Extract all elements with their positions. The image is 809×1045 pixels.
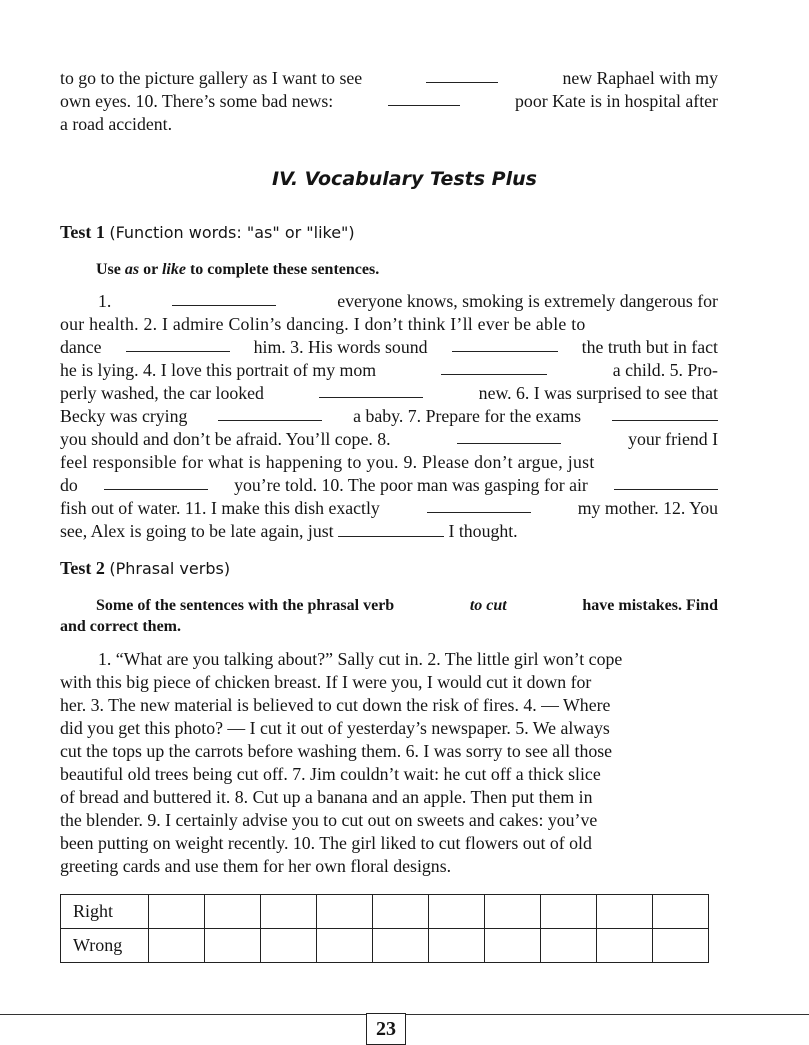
text-run: and correct them. — [60, 618, 181, 635]
answer-blank[interactable] — [614, 474, 718, 490]
keyword-like: like — [161, 261, 186, 278]
text-run: or — [143, 261, 158, 278]
score-cell[interactable] — [653, 895, 709, 929]
test1-line-3 — [60, 336, 718, 359]
score-cell[interactable] — [317, 895, 373, 929]
score-cell[interactable] — [149, 895, 205, 929]
text-run: feel responsible for what is happening to you. 9. Please don’t argue, just — [60, 452, 595, 472]
wrong-label: Wrong — [61, 929, 149, 963]
text-run: did you get this photo? — I cut it out of yesterday’s newspaper. 5. We always — [60, 718, 610, 738]
test1-line-8 — [60, 451, 718, 474]
answer-blank[interactable] — [427, 497, 531, 513]
test1-line-7 — [60, 428, 718, 451]
text-run: everyone knows, smoking is extremely dangerous for — [337, 291, 718, 311]
score-cell[interactable] — [205, 895, 261, 929]
text-run: have mistakes. Find — [582, 597, 718, 614]
text-run: you’re told. 10. The poor man was gasping for air — [234, 475, 588, 495]
text-run: the blender. 9. I certainly advise you to cut out on sweets and cakes: you’ve — [60, 810, 598, 830]
test2-subtitle: (Phrasal verbs) — [109, 559, 231, 578]
test1-line-1 — [60, 290, 718, 313]
score-cell[interactable] — [485, 929, 541, 963]
text-run: fish out of water. 11. I make this dish exactly — [60, 498, 380, 518]
score-cell[interactable] — [205, 929, 261, 963]
score-cell[interactable] — [485, 895, 541, 929]
test2-line-4 — [60, 717, 718, 740]
test2-line-2 — [60, 671, 718, 694]
answer-blank[interactable] — [441, 359, 547, 375]
text-run: your friend I — [628, 429, 718, 449]
test2-title — [60, 556, 230, 581]
text-run: poor Kate is in hospital after — [515, 91, 718, 111]
test1-title — [60, 220, 355, 245]
answer-blank[interactable] — [319, 382, 423, 398]
score-cell[interactable] — [261, 895, 317, 929]
score-cell[interactable] — [541, 929, 597, 963]
text-run: her. 3. The new material is believed to cut down the risk of fires. 4. — Where — [60, 695, 611, 715]
test2-line-1 — [60, 648, 718, 671]
answer-blank[interactable] — [172, 290, 276, 306]
score-cell[interactable] — [541, 895, 597, 929]
text-run: a child. 5. Pro- — [612, 360, 718, 380]
test2-line-3 — [60, 694, 718, 717]
answer-blank[interactable] — [426, 67, 498, 83]
score-cell[interactable] — [429, 895, 485, 929]
text-run: new. 6. I was surprised to see that — [478, 383, 718, 403]
text-run: Becky was crying — [60, 406, 188, 426]
intro-line-3: a road accident. — [60, 114, 173, 134]
score-cell[interactable] — [597, 929, 653, 963]
answer-blank[interactable] — [338, 521, 444, 537]
test1-label: Test 1 — [60, 222, 105, 242]
page-number: 23 — [366, 1013, 406, 1045]
text-run: you should and don’t be afraid. You’ll cope. 8. — [60, 429, 391, 449]
test1-line-9 — [60, 474, 718, 497]
score-cell[interactable] — [149, 929, 205, 963]
test1-line-6 — [60, 405, 718, 428]
score-row-right — [61, 895, 709, 929]
score-cell[interactable] — [373, 929, 429, 963]
text-run: to complete these sentences. — [189, 261, 380, 278]
score-row-wrong — [61, 929, 709, 963]
test2-line-5 — [60, 740, 718, 763]
score-table — [60, 894, 709, 963]
test2-line-6 — [60, 763, 718, 786]
test2-instruction — [60, 595, 718, 637]
text-run: been putting on weight recently. 10. The girl liked to cut flowers out of old — [60, 833, 592, 853]
score-cell[interactable] — [317, 929, 373, 963]
text-run: new Raphael with my — [562, 68, 718, 88]
test1-subtitle: (Function words: "as" or "like") — [109, 223, 355, 242]
score-cell[interactable] — [429, 929, 485, 963]
text-run: to go to the picture gallery as I want to see — [60, 68, 363, 88]
text-run: Some of the sentences with the phrasal verb — [96, 597, 395, 614]
text-run: dance — [60, 337, 102, 357]
test1-line-2 — [60, 313, 718, 336]
text-run: the truth but in fact — [581, 337, 718, 357]
score-cell[interactable] — [373, 895, 429, 929]
answer-blank[interactable] — [457, 428, 561, 444]
answer-blank[interactable] — [452, 336, 558, 352]
answer-blank[interactable] — [612, 405, 718, 421]
item-number: 1. — [98, 291, 112, 311]
test1-line-11 — [60, 520, 518, 543]
text-run: my mother. 12. You — [577, 498, 718, 518]
answer-blank[interactable] — [218, 405, 322, 421]
answer-blank[interactable] — [104, 474, 208, 490]
text-run: our health. 2. I admire Colin’s dancing. I don’t think I’ll ever be able to — [60, 314, 586, 334]
text-run: see, Alex is going to be late again, just — [60, 521, 334, 541]
text-run: him. 3. His words sound — [253, 337, 428, 357]
answer-blank[interactable] — [388, 90, 460, 106]
text-run: do — [60, 475, 78, 495]
intro-line-2 — [60, 90, 718, 113]
test1-line-10 — [60, 497, 718, 520]
right-label: Right — [61, 895, 149, 929]
text-run: with this big piece of chicken breast. If I were you, I would cut it down for — [60, 672, 592, 692]
text-run: Use — [96, 261, 121, 278]
keyword-to-cut: to cut — [469, 597, 507, 614]
answer-blank[interactable] — [126, 336, 230, 352]
test1-line-4 — [60, 359, 718, 382]
text-run: own eyes. 10. There’s some bad news: — [60, 91, 334, 111]
text-run: beautiful old trees being cut off. 7. Jim couldn’t wait: he cut off a thick slice — [60, 764, 601, 784]
text-run: cut the tops up the carrots before washing them. 6. I was sorry to see all those — [60, 741, 613, 761]
text-run: perly washed, the car looked — [60, 383, 264, 403]
score-cell[interactable] — [261, 929, 317, 963]
score-cell[interactable] — [597, 895, 653, 929]
test2-line-8 — [60, 809, 718, 832]
keyword-as: as — [124, 261, 140, 278]
text-run: a baby. 7. Prepare for the exams — [353, 406, 582, 426]
text-run: of bread and buttered it. 8. Cut up a banana and an apple. Then put them in — [60, 787, 593, 807]
text-run: I thought. — [448, 521, 518, 541]
score-cell[interactable] — [653, 929, 709, 963]
test2-line-10: greeting cards and use them for her own floral designs. — [60, 856, 452, 876]
text-run: 1. “What are you talking about?” Sally cut in. 2. The little girl won’t cope — [98, 649, 623, 669]
test2-line-9 — [60, 832, 718, 855]
test1-line-5 — [60, 382, 718, 405]
test2-line-7 — [60, 786, 718, 809]
text-run: he is lying. 4. I love this portrait of my mom — [60, 360, 377, 380]
section-heading: IV. Vocabulary Tests Plus — [272, 168, 537, 190]
test2-label: Test 2 — [60, 558, 105, 578]
intro-line-1 — [60, 67, 718, 90]
test1-instruction — [96, 259, 379, 280]
